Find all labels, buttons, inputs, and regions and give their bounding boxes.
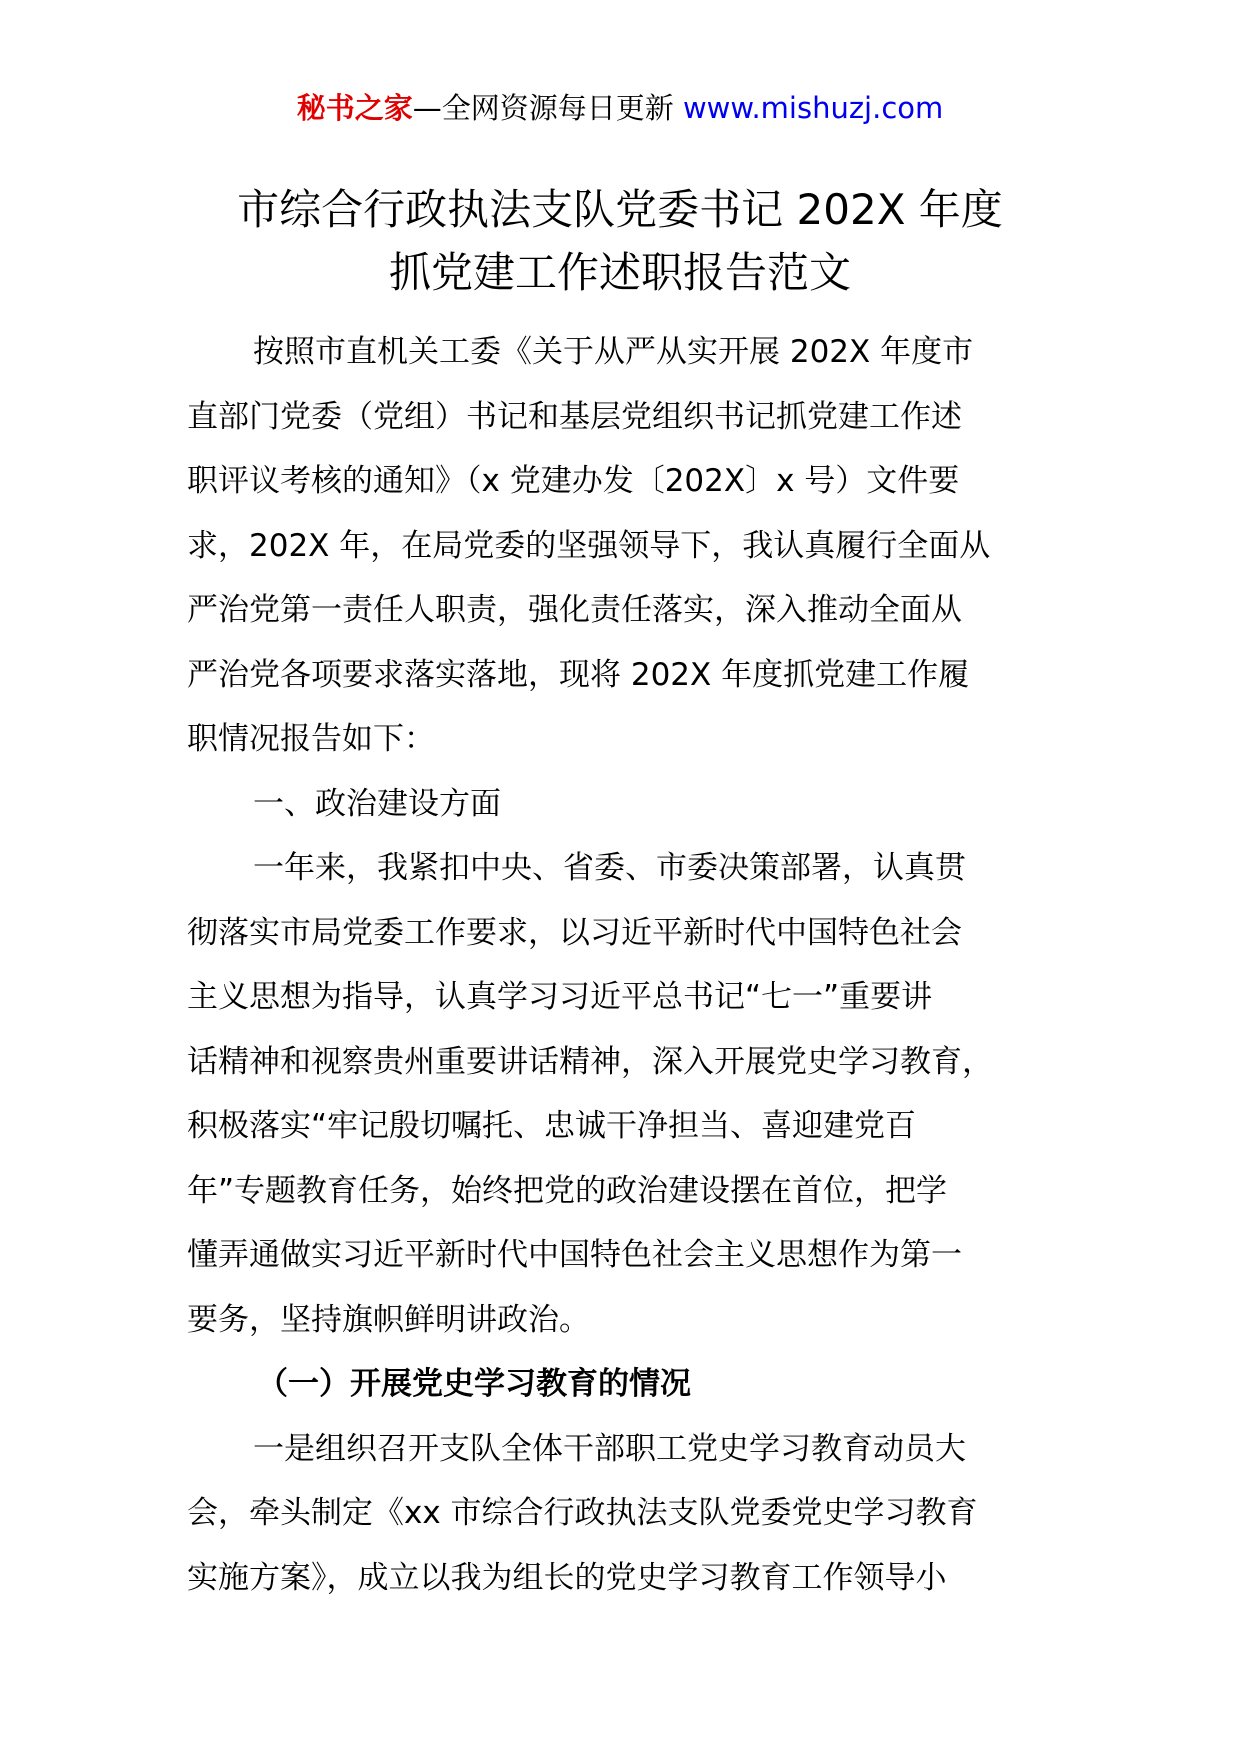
document-title	[120, 178, 1120, 304]
paragraph-line: 职情况报告如下：	[187, 721, 435, 757]
site-banner	[0, 88, 1240, 128]
paragraph-line: 要务，坚持旗帜鲜明讲政治。	[187, 1301, 590, 1338]
paragraph-line: 职评议考核的通知》（x 党建办发〔202X〕x 号）文件要	[187, 463, 960, 499]
title-line-1: 市综合行政执法支队党委书记 202X 年度	[237, 185, 1003, 234]
paragraph-line: 懂弄通做实习近平新时代中国特色社会主义思想作为第一	[187, 1237, 962, 1273]
paragraph-line: 实施方案》，成立以我为组长的党史学习教育工作领导小	[187, 1559, 947, 1596]
section-heading: 一、政治建设方面	[253, 785, 501, 822]
paragraph-line: 按照市直机关工委《关于从严从实开展 202X 年度市	[253, 334, 974, 370]
paragraph-line: 彻落实市局党委工作要求，以习近平新时代中国特色社会	[187, 914, 962, 951]
paragraph-line: 积极落实“牢记殷切嘱托、忠诚干净担当、喜迎建党百	[187, 1108, 917, 1144]
banner-brand: 秘书之家	[296, 91, 413, 125]
banner-tagline: —全网资源每日更新	[412, 91, 683, 125]
paragraph-line: 直部门党委（党组）书记和基层党组织书记抓党建工作述	[187, 398, 962, 435]
paragraph-line: 一是组织召开支队全体干部职工党史学习教育动员大	[253, 1430, 966, 1467]
title-line-2: 抓党建工作述职报告范文	[388, 248, 851, 297]
paragraph-line: 严治党第一责任人职责，强化责任落实，深入推动全面从	[187, 592, 962, 628]
paragraph-line: 会，牵头制定《xx 市综合行政执法支队党委党史学习教育	[187, 1495, 978, 1531]
paragraph-line: 严治党各项要求落实落地，现将 202X 年度抓党建工作履	[187, 656, 970, 693]
paragraph-line: 年”专题教育任务，始终把党的政治建设摆在首位，把学	[187, 1172, 948, 1209]
paragraph-line: 话精神和视察贵州重要讲话精神，深入开展党史学习教育，	[187, 1043, 993, 1080]
document-body	[187, 320, 1067, 1610]
paragraph-line: 一年来，我紧扣中央、省委、市委决策部署，认真贯	[253, 850, 966, 886]
banner-url-link[interactable]: www.mishuzj.com	[682, 91, 944, 125]
paragraph-line: 求，202X 年，在局党委的坚强领导下，我认真履行全面从	[187, 527, 991, 564]
subsection-heading: （一）开展党史学习教育的情况	[257, 1366, 691, 1402]
paragraph-line: 主义思想为指导，认真学习习近平总书记“七一”重要讲	[187, 979, 933, 1015]
